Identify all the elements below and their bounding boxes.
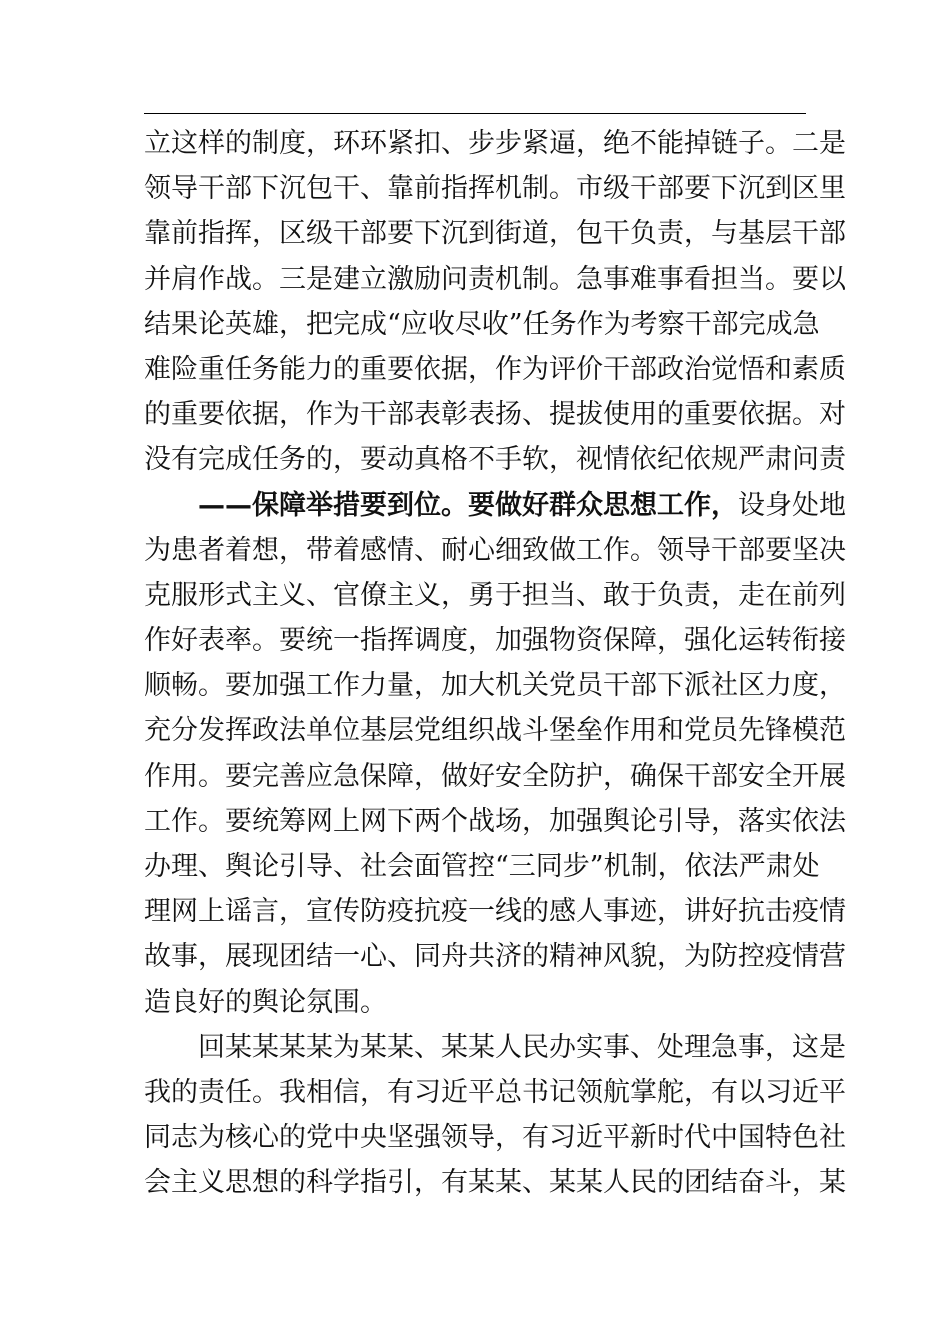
header-rule: [144, 113, 806, 114]
text-line: 作好表率。要统一指挥调度，加强物资保障，强化运转衔接: [144, 625, 846, 657]
text-line: 的重要依据，作为干部表彰表扬、提拔使用的重要依据。对: [144, 399, 846, 431]
text-line: 为患者着想，带着感情、耐心细致做工作。领导干部要坚决: [144, 534, 846, 566]
text-span: 设身处地: [738, 489, 846, 521]
text-line: 会主义思想的科学指引，有某某、某某人民的团结奋斗，某: [144, 1167, 846, 1199]
text-line: 充分发挥政法单位基层党组织战斗堡垒作用和党员先锋模范: [144, 715, 846, 747]
paragraph-first-line: 回某某某某为某某、某某人民办实事、处理急事，这是: [198, 1031, 846, 1063]
text-line: 立这样的制度，环环紧扣、步步紧逼，绝不能掉链子。二是: [144, 128, 846, 159]
text-line: 作用。要完善应急保障，做好安全防护，确保干部安全开展: [144, 760, 846, 792]
text-line: 结果论英雄，把完成“应收尽收”任务作为考察干部完成急: [144, 308, 820, 340]
text-line: 故事，展现团结一心、同舟共济的精神风貌，为防控疫情营: [144, 941, 846, 973]
paragraph-first-line: [144, 483, 846, 528]
text-line: 我的责任。我相信，有习近平总书记领航掌舵，有以习近平: [144, 1076, 846, 1108]
text-line: 顺畅。要加强工作力量，加大机关党员干部下派社区力度，: [144, 670, 846, 702]
bold-heading: ——保障举措要到位。要做好群众思想工作，: [198, 489, 738, 521]
text-line: 没有完成任务的，要动真格不手软，视情依纪依规严肃问责: [144, 444, 846, 476]
text-line: 造良好的舆论氛围。: [144, 986, 387, 1018]
text-line: 办理、舆论引导、社会面管控“三同步”机制，依法严肃处: [144, 851, 820, 882]
text-line: 并肩作战。三是建立激励问责机制。急事难事看担当。要以: [144, 263, 846, 295]
document-body: [144, 121, 846, 1206]
text-line: 克服形式主义、官僚主义，勇于担当、敢于负责，走在前列: [144, 579, 846, 611]
text-line: 工作。要统筹网上网下两个战场，加强舆论引导，落实依法: [144, 805, 846, 837]
text-line: 同志为核心的党中央坚强领导，有习近平新时代中国特色社: [144, 1122, 846, 1154]
text-line: 难险重任务能力的重要依据，作为评价干部政治觉悟和素质: [144, 353, 846, 385]
text-line: 靠前指挥，区级干部要下沉到街道，包干负责，与基层干部: [144, 218, 846, 250]
text-line: 理网上谣言，宣传防疫抗疫一线的感人事迹，讲好抗击疫情: [144, 896, 846, 928]
text-line: 领导干部下沉包干、靠前指挥机制。市级干部要下沉到区里: [144, 173, 846, 205]
